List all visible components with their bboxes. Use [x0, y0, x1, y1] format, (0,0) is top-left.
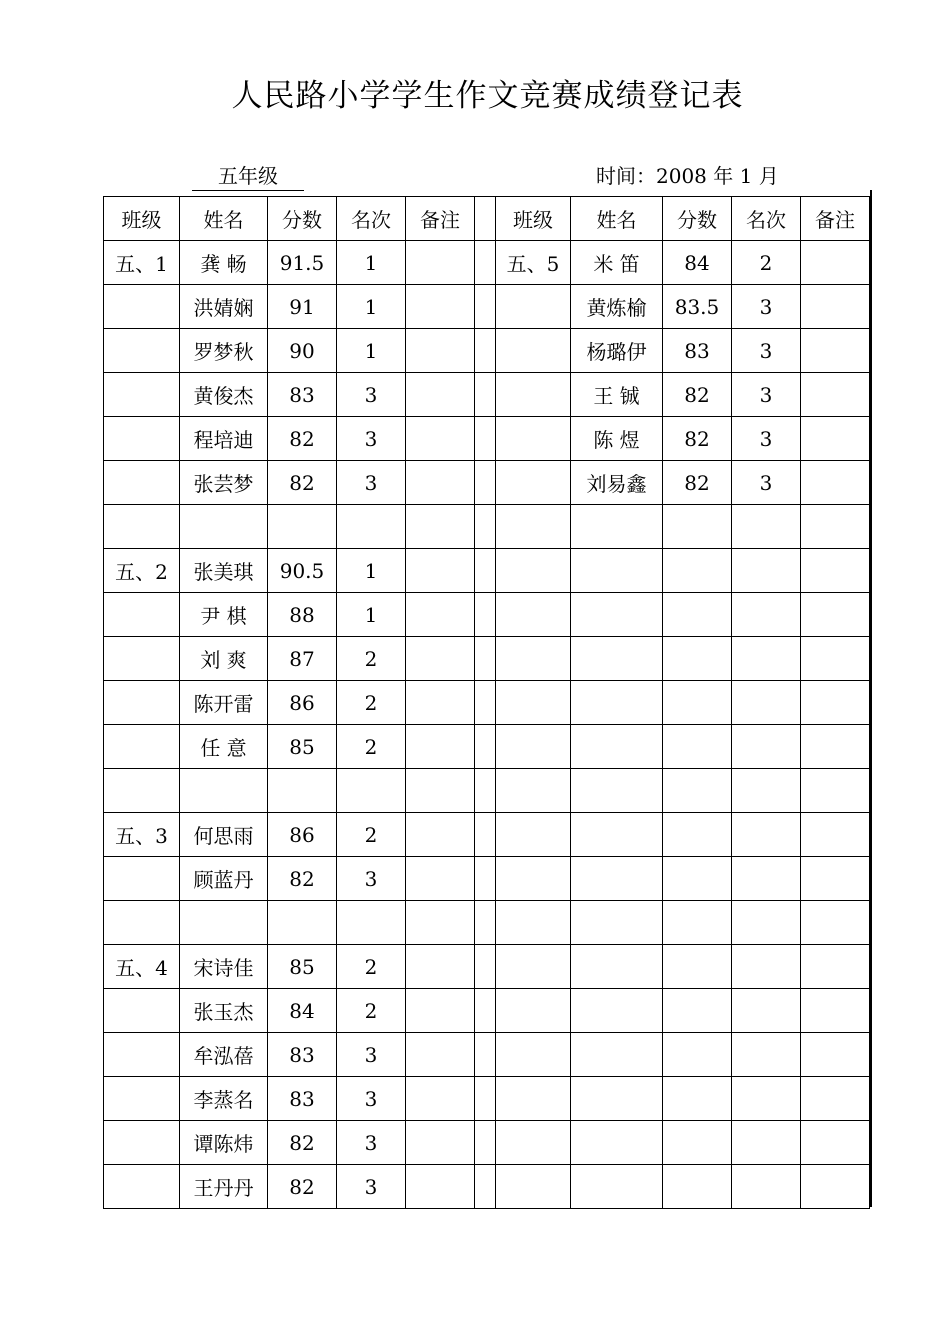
date-label: 时间：2008 年 1 月: [596, 164, 779, 188]
table-row: [104, 241, 870, 285]
left-name-cell: 任 意: [180, 725, 268, 769]
right-name-cell: 刘易鑫: [571, 461, 663, 505]
gap-cell: [475, 241, 496, 285]
right-note-cell: [801, 813, 870, 857]
gap-cell: [475, 725, 496, 769]
left-score-cell: 88: [268, 593, 337, 637]
right-rank-cell: 3: [732, 373, 801, 417]
gap-cell: [475, 681, 496, 725]
left-class-cell: [104, 593, 180, 637]
right-note-cell: [801, 769, 870, 813]
left-score-cell: 85: [268, 945, 337, 989]
gap-cell: [475, 1033, 496, 1077]
table-row: [104, 593, 870, 637]
right-note-cell: [801, 505, 870, 549]
right-score-cell: [663, 637, 732, 681]
right-rank-cell: [732, 1077, 801, 1121]
header-note-left: 备注: [406, 197, 475, 241]
right-note-cell: [801, 1077, 870, 1121]
left-rank-cell: 3: [337, 1165, 406, 1209]
right-note-cell: [801, 373, 870, 417]
left-name-cell: 王丹丹: [180, 1165, 268, 1209]
right-note-cell: [801, 637, 870, 681]
right-name-cell: 陈 煜: [571, 417, 663, 461]
right-score-cell: 83.5: [663, 285, 732, 329]
table-row: [104, 1121, 870, 1165]
left-rank-cell: 2: [337, 989, 406, 1033]
header-class-left: 班级: [104, 197, 180, 241]
right-note-cell: [801, 417, 870, 461]
header-score-left: 分数: [268, 197, 337, 241]
right-score-cell: [663, 549, 732, 593]
right-class-cell: [496, 725, 571, 769]
right-note-cell: [801, 1121, 870, 1165]
right-class-cell: [496, 1165, 571, 1209]
header-rank-left: 名次: [337, 197, 406, 241]
left-score-cell: 82: [268, 1121, 337, 1165]
left-name-cell: [180, 505, 268, 549]
left-name-cell: 张芸梦: [180, 461, 268, 505]
right-score-cell: [663, 1033, 732, 1077]
right-rank-cell: [732, 1033, 801, 1077]
table-row: [104, 857, 870, 901]
right-rank-cell: [732, 857, 801, 901]
left-note-cell: [406, 813, 475, 857]
right-name-cell: [571, 857, 663, 901]
right-name-cell: [571, 725, 663, 769]
table-row: [104, 461, 870, 505]
left-class-cell: [104, 417, 180, 461]
left-note-cell: [406, 989, 475, 1033]
left-rank-cell: 1: [337, 549, 406, 593]
right-class-cell: [496, 637, 571, 681]
left-name-cell: 黄俊杰: [180, 373, 268, 417]
left-rank-cell: 1: [337, 593, 406, 637]
left-class-cell: [104, 989, 180, 1033]
right-rank-cell: 3: [732, 329, 801, 373]
table-header-row: [104, 197, 870, 241]
table-right-border: [870, 190, 872, 1207]
left-name-cell: 罗梦秋: [180, 329, 268, 373]
gap-cell: [475, 461, 496, 505]
right-rank-cell: [732, 1121, 801, 1165]
left-class-cell: [104, 1033, 180, 1077]
header-score-right: 分数: [663, 197, 732, 241]
left-name-cell: 牟泓蓓: [180, 1033, 268, 1077]
left-class-cell: [104, 373, 180, 417]
left-rank-cell: 3: [337, 417, 406, 461]
left-class-cell: 五、3: [104, 813, 180, 857]
left-class-cell: [104, 285, 180, 329]
left-note-cell: [406, 945, 475, 989]
right-name-cell: 黄炼榆: [571, 285, 663, 329]
left-name-cell: 谭陈炜: [180, 1121, 268, 1165]
left-rank-cell: 3: [337, 1121, 406, 1165]
right-score-cell: [663, 1165, 732, 1209]
right-note-cell: [801, 461, 870, 505]
left-note-cell: [406, 549, 475, 593]
right-note-cell: [801, 285, 870, 329]
right-class-cell: [496, 769, 571, 813]
left-rank-cell: 2: [337, 813, 406, 857]
left-name-cell: 张玉杰: [180, 989, 268, 1033]
left-rank-cell: [337, 769, 406, 813]
right-rank-cell: [732, 681, 801, 725]
table-row: [104, 373, 870, 417]
right-note-cell: [801, 945, 870, 989]
right-score-cell: 82: [663, 373, 732, 417]
right-class-cell: [496, 505, 571, 549]
left-rank-cell: 1: [337, 329, 406, 373]
right-name-cell: [571, 593, 663, 637]
right-class-cell: [496, 1033, 571, 1077]
left-score-cell: [268, 505, 337, 549]
left-note-cell: [406, 417, 475, 461]
right-note-cell: [801, 901, 870, 945]
right-rank-cell: [732, 945, 801, 989]
left-rank-cell: 3: [337, 1033, 406, 1077]
right-class-cell: [496, 681, 571, 725]
right-class-cell: [496, 593, 571, 637]
right-name-cell: [571, 1077, 663, 1121]
left-score-cell: 91.5: [268, 241, 337, 285]
left-note-cell: [406, 681, 475, 725]
right-score-cell: [663, 857, 732, 901]
left-name-cell: 宋诗佳: [180, 945, 268, 989]
left-class-cell: [104, 857, 180, 901]
right-score-cell: [663, 505, 732, 549]
right-score-cell: 83: [663, 329, 732, 373]
left-note-cell: [406, 329, 475, 373]
right-note-cell: [801, 725, 870, 769]
right-rank-cell: [732, 505, 801, 549]
right-class-cell: [496, 1077, 571, 1121]
left-note-cell: [406, 901, 475, 945]
left-score-cell: 86: [268, 813, 337, 857]
table-row: [104, 417, 870, 461]
left-note-cell: [406, 373, 475, 417]
right-rank-cell: [732, 769, 801, 813]
left-note-cell: [406, 241, 475, 285]
gap-cell: [475, 329, 496, 373]
right-rank-cell: 3: [732, 285, 801, 329]
right-score-cell: [663, 769, 732, 813]
table-row: [104, 285, 870, 329]
left-class-cell: [104, 681, 180, 725]
left-note-cell: [406, 1165, 475, 1209]
left-rank-cell: 2: [337, 681, 406, 725]
right-note-cell: [801, 989, 870, 1033]
gap-cell: [475, 901, 496, 945]
right-score-cell: [663, 945, 732, 989]
right-name-cell: [571, 637, 663, 681]
left-name-cell: 龚 畅: [180, 241, 268, 285]
table-row: [104, 1165, 870, 1209]
table-row: [104, 1077, 870, 1121]
right-rank-cell: [732, 1165, 801, 1209]
table-row: [104, 637, 870, 681]
left-class-cell: 五、2: [104, 549, 180, 593]
left-rank-cell: 1: [337, 241, 406, 285]
right-score-cell: [663, 1077, 732, 1121]
right-score-cell: [663, 989, 732, 1033]
right-class-cell: [496, 285, 571, 329]
left-rank-cell: 1: [337, 285, 406, 329]
left-rank-cell: 3: [337, 857, 406, 901]
right-name-cell: [571, 989, 663, 1033]
left-note-cell: [406, 505, 475, 549]
right-score-cell: 82: [663, 417, 732, 461]
left-note-cell: [406, 769, 475, 813]
right-note-cell: [801, 681, 870, 725]
right-class-cell: [496, 945, 571, 989]
right-class-cell: [496, 461, 571, 505]
header-rank-right: 名次: [732, 197, 801, 241]
gap-cell: [475, 1121, 496, 1165]
left-rank-cell: 3: [337, 373, 406, 417]
right-note-cell: [801, 241, 870, 285]
left-score-cell: 83: [268, 1033, 337, 1077]
left-name-cell: 洪婧娴: [180, 285, 268, 329]
right-class-cell: [496, 989, 571, 1033]
left-name-cell: 程培迪: [180, 417, 268, 461]
left-rank-cell: 2: [337, 725, 406, 769]
left-note-cell: [406, 285, 475, 329]
left-score-cell: 82: [268, 461, 337, 505]
gap-cell: [475, 945, 496, 989]
left-note-cell: [406, 857, 475, 901]
left-class-cell: [104, 725, 180, 769]
left-score-cell: [268, 769, 337, 813]
left-name-cell: 陈开雷: [180, 681, 268, 725]
left-name-cell: 张美琪: [180, 549, 268, 593]
right-class-cell: [496, 857, 571, 901]
header-note-right: 备注: [801, 197, 870, 241]
left-name-cell: 何思雨: [180, 813, 268, 857]
right-rank-cell: 3: [732, 461, 801, 505]
gap-cell: [475, 373, 496, 417]
left-note-cell: [406, 1121, 475, 1165]
left-class-cell: 五、1: [104, 241, 180, 285]
left-rank-cell: 3: [337, 461, 406, 505]
gap-cell: [475, 549, 496, 593]
left-name-cell: [180, 769, 268, 813]
left-note-cell: [406, 637, 475, 681]
right-score-cell: 84: [663, 241, 732, 285]
left-rank-cell: 3: [337, 1077, 406, 1121]
right-name-cell: [571, 901, 663, 945]
right-score-cell: 82: [663, 461, 732, 505]
right-score-cell: [663, 901, 732, 945]
right-class-cell: [496, 1121, 571, 1165]
gap-cell: [475, 857, 496, 901]
left-class-cell: [104, 1077, 180, 1121]
left-class-cell: [104, 1121, 180, 1165]
gap-cell: [475, 197, 496, 241]
left-class-cell: [104, 901, 180, 945]
right-note-cell: [801, 329, 870, 373]
right-name-cell: [571, 769, 663, 813]
left-name-cell: 刘 爽: [180, 637, 268, 681]
left-class-cell: [104, 329, 180, 373]
header-class-right: 班级: [496, 197, 571, 241]
left-score-cell: [268, 901, 337, 945]
page-title: 人民路小学学生作文竞赛成绩登记表: [231, 78, 744, 114]
left-name-cell: 尹 棋: [180, 593, 268, 637]
right-class-cell: 五、5: [496, 241, 571, 285]
left-note-cell: [406, 593, 475, 637]
left-score-cell: 82: [268, 1165, 337, 1209]
right-rank-cell: [732, 901, 801, 945]
right-name-cell: 杨璐伊: [571, 329, 663, 373]
left-score-cell: 84: [268, 989, 337, 1033]
gap-cell: [475, 637, 496, 681]
right-score-cell: [663, 1121, 732, 1165]
right-rank-cell: [732, 549, 801, 593]
header-name-right: 姓名: [571, 197, 663, 241]
right-class-cell: [496, 813, 571, 857]
left-note-cell: [406, 725, 475, 769]
gap-cell: [475, 1165, 496, 1209]
right-name-cell: [571, 1033, 663, 1077]
gap-cell: [475, 813, 496, 857]
left-class-cell: [104, 505, 180, 549]
right-name-cell: [571, 505, 663, 549]
right-rank-cell: [732, 813, 801, 857]
right-class-cell: [496, 549, 571, 593]
right-name-cell: 王 铖: [571, 373, 663, 417]
gap-cell: [475, 593, 496, 637]
right-rank-cell: [732, 637, 801, 681]
left-class-cell: [104, 637, 180, 681]
left-score-cell: 82: [268, 417, 337, 461]
header-name-left: 姓名: [180, 197, 268, 241]
left-note-cell: [406, 461, 475, 505]
left-score-cell: 87: [268, 637, 337, 681]
right-name-cell: [571, 549, 663, 593]
table-row: [104, 945, 870, 989]
table-row: [104, 813, 870, 857]
right-name-cell: [571, 1165, 663, 1209]
left-note-cell: [406, 1033, 475, 1077]
right-score-cell: [663, 813, 732, 857]
right-name-cell: [571, 681, 663, 725]
gap-cell: [475, 505, 496, 549]
right-rank-cell: 3: [732, 417, 801, 461]
right-class-cell: [496, 373, 571, 417]
right-name-cell: [571, 1121, 663, 1165]
right-note-cell: [801, 1033, 870, 1077]
table-row: [104, 549, 870, 593]
table-row: [104, 769, 870, 813]
left-class-cell: [104, 461, 180, 505]
left-name-cell: 李蒸名: [180, 1077, 268, 1121]
gap-cell: [475, 989, 496, 1033]
right-rank-cell: [732, 725, 801, 769]
left-note-cell: [406, 1077, 475, 1121]
right-class-cell: [496, 901, 571, 945]
left-class-cell: 五、4: [104, 945, 180, 989]
left-rank-cell: [337, 901, 406, 945]
gap-cell: [475, 417, 496, 461]
table-row: [104, 505, 870, 549]
gap-cell: [475, 1077, 496, 1121]
right-name-cell: 米 笛: [571, 241, 663, 285]
right-rank-cell: [732, 593, 801, 637]
left-class-cell: [104, 1165, 180, 1209]
right-score-cell: [663, 593, 732, 637]
left-score-cell: 82: [268, 857, 337, 901]
left-rank-cell: 2: [337, 637, 406, 681]
left-score-cell: 90.5: [268, 549, 337, 593]
left-score-cell: 83: [268, 1077, 337, 1121]
left-score-cell: 86: [268, 681, 337, 725]
left-rank-cell: 2: [337, 945, 406, 989]
right-class-cell: [496, 329, 571, 373]
left-score-cell: 85: [268, 725, 337, 769]
table-row: [104, 1033, 870, 1077]
left-name-cell: [180, 901, 268, 945]
left-score-cell: 91: [268, 285, 337, 329]
right-note-cell: [801, 593, 870, 637]
right-score-cell: [663, 725, 732, 769]
left-name-cell: 顾蓝丹: [180, 857, 268, 901]
left-score-cell: 90: [268, 329, 337, 373]
gap-cell: [475, 769, 496, 813]
table-row: [104, 901, 870, 945]
score-table: [103, 196, 870, 1209]
table-row: [104, 725, 870, 769]
right-score-cell: [663, 681, 732, 725]
right-class-cell: [496, 417, 571, 461]
table-row: [104, 681, 870, 725]
left-score-cell: 83: [268, 373, 337, 417]
table-row: [104, 329, 870, 373]
table-row: [104, 989, 870, 1033]
right-name-cell: [571, 813, 663, 857]
right-note-cell: [801, 549, 870, 593]
left-rank-cell: [337, 505, 406, 549]
left-class-cell: [104, 769, 180, 813]
right-rank-cell: [732, 989, 801, 1033]
grade-label: 五年级: [192, 162, 304, 191]
gap-cell: [475, 285, 496, 329]
right-note-cell: [801, 857, 870, 901]
right-name-cell: [571, 945, 663, 989]
right-note-cell: [801, 1165, 870, 1209]
right-rank-cell: 2: [732, 241, 801, 285]
